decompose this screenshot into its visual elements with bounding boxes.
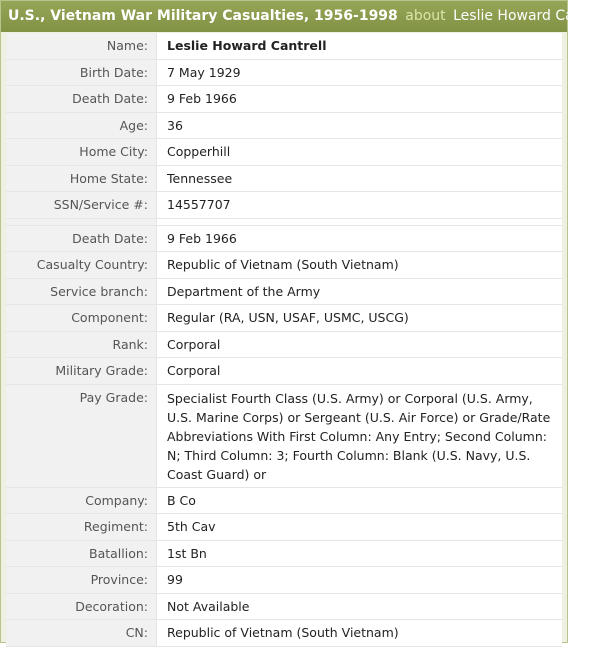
row-spacer [6,218,562,225]
field-label: Death Date: [6,86,157,113]
table-row [6,86,562,113]
field-label: Death Date: [6,225,157,252]
field-value: Corporal [157,331,563,358]
field-value: 5th Cav [157,514,563,541]
field-value: Republic of Vietnam (South Vietnam) [157,620,563,647]
field-label: Regiment: [6,514,157,541]
record-table-bottom [6,225,562,646]
table-row [6,358,562,385]
field-label: Birth Date: [6,59,157,86]
field-value: 1st Bn [157,540,563,567]
field-label: Province: [6,567,157,594]
table-row [6,33,562,59]
field-label: Component: [6,305,157,332]
field-label: SSN/Service #: [6,192,157,219]
field-label: Decoration: [6,593,157,620]
record-table-top [6,33,562,218]
table-row [6,384,562,487]
field-value: B Co [157,487,563,514]
field-value: Department of the Army [157,278,563,305]
field-label: CN: [6,620,157,647]
field-value: 9 Feb 1966 [157,225,563,252]
table-row [6,514,562,541]
field-label: Military Grade: [6,358,157,385]
record-table-gap [6,218,562,225]
field-value: 7 May 1929 [157,59,563,86]
field-label: Name: [6,33,157,59]
field-label: Casualty Country: [6,252,157,279]
field-label: Batallion: [6,540,157,567]
field-value: Not Available [157,593,563,620]
table-row [6,112,562,139]
field-value: 9 Feb 1966 [157,86,563,113]
table-row [6,252,562,279]
field-label: Service branch: [6,278,157,305]
table-row [6,278,562,305]
table-row [6,59,562,86]
table-row [6,331,562,358]
record-header [1,1,610,32]
table-row [6,165,562,192]
field-value: Specialist Fourth Class (U.S. Army) or Corporal (U.S. Army, U.S. Marine Corps) or Sergeant (U.S. Air Force) or Grade/Rate Abbreviations With First Column: Any Entry; Second Column: N; Third Column: 3; Fourth Column: Blank (U.S. Navy, U.S. Coast Guard) or [157,384,563,487]
table-row [6,620,562,647]
field-value: 99 [157,567,563,594]
table-row [6,540,562,567]
field-label: Home State: [6,165,157,192]
field-label: Home City: [6,139,157,166]
table-row [6,593,562,620]
field-value: 36 [157,112,563,139]
field-value: Corporal [157,358,563,385]
field-value: Tennessee [157,165,563,192]
table-row [6,487,562,514]
about-text: about [405,8,446,24]
field-value: 14557707 [157,192,563,219]
field-value: Copperhill [157,139,563,166]
field-value: Republic of Vietnam (South Vietnam) [157,252,563,279]
field-label: Rank: [6,331,157,358]
field-value: Leslie Howard Cantrell [157,33,563,59]
table-row [6,139,562,166]
table-row [6,567,562,594]
field-label: Pay Grade: [6,384,157,487]
table-row [6,192,562,219]
person-name: Leslie Howard Cantrell [453,8,610,24]
table-row [6,225,562,252]
field-value: Regular (RA, USN, USAF, USMC, USCG) [157,305,563,332]
table-row [6,305,562,332]
field-label: Age: [6,112,157,139]
collection-title[interactable]: U.S., Vietnam War Military Casualties, 1956-1998 [8,8,398,24]
field-label: Company: [6,487,157,514]
record-table-wrap [6,33,562,647]
record-table [6,33,562,647]
